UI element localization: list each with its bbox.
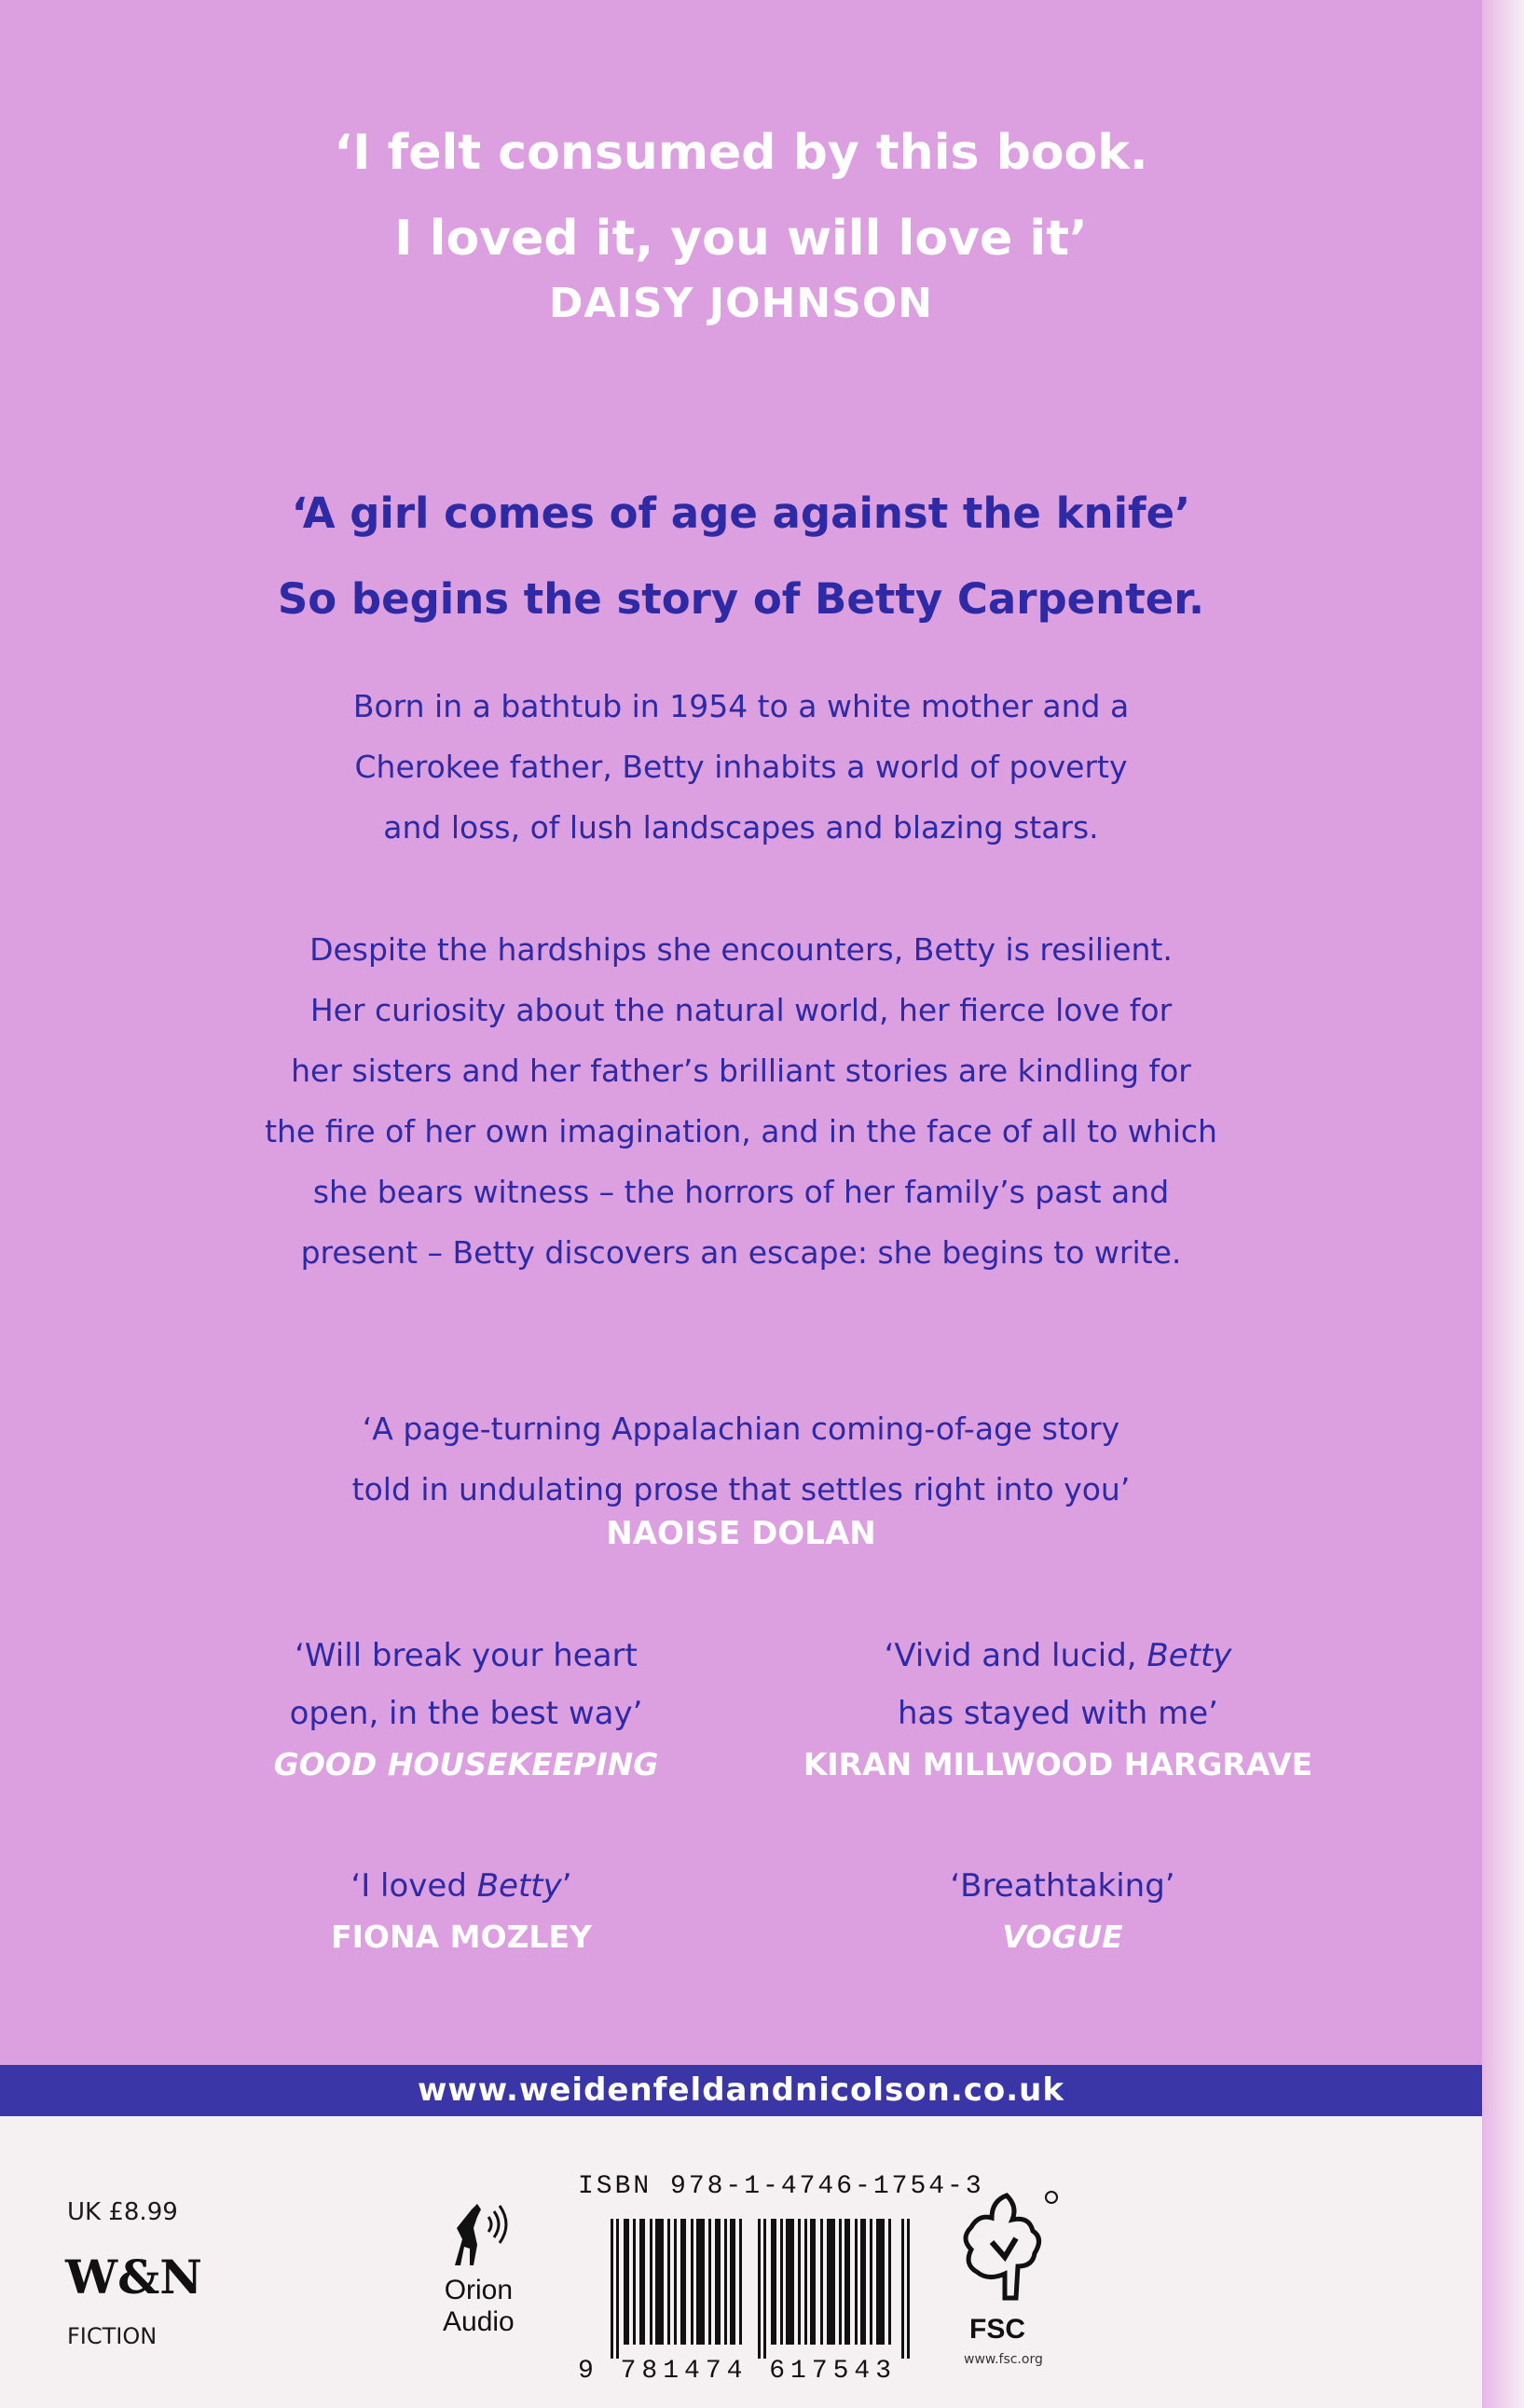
- quote-author: VOGUE: [1002, 1919, 1123, 1955]
- blurb-paragraph-2: [0, 919, 1482, 1283]
- bottom-strip: [0, 2116, 1482, 2408]
- blurb-line: present – Betty discovers an escape: she begins to write.: [300, 1234, 1182, 1271]
- quote-author: FIONA MOZLEY: [331, 1919, 592, 1955]
- quote-line: ‘A page-turning Appalachian coming-of-age story: [362, 1410, 1120, 1447]
- orion-line: Audio: [443, 2306, 515, 2337]
- quote-line: has stayed with me’: [897, 1695, 1218, 1732]
- blurb-line: and loss, of lush landscapes and blazing stars.: [383, 809, 1099, 846]
- publisher-website[interactable]: www.weidenfeldandnicolson.co.uk: [417, 2071, 1065, 2109]
- hook-text: [0, 471, 1482, 642]
- top-quote-line: ‘I felt consumed by this book.: [334, 125, 1148, 181]
- blurb-line: Her curiosity about the natural world, her fierce love for: [309, 992, 1173, 1028]
- hook-line: So begins the story of Betty Carpenter.: [277, 574, 1205, 624]
- quote-line: ‘Will break your heart: [295, 1637, 638, 1674]
- isbn-label: ISBN 978-1-4746-1754-3: [578, 2172, 984, 2201]
- dolan-author: NAOISE DOLAN: [606, 1515, 876, 1552]
- dolan-quote: [0, 1398, 1482, 1520]
- publisher-logo: W&N: [65, 2250, 202, 2305]
- quote-line: ‘Breathtaking’: [950, 1867, 1175, 1905]
- quote-title: Betty: [476, 1867, 562, 1905]
- orion-audio-label: [443, 2275, 515, 2338]
- quote-line: [256, 1857, 666, 1915]
- blurb-line: Born in a bathtub in 1954 to a white mother and a: [352, 688, 1130, 724]
- quote-author: GOOD HOUSEKEEPING: [273, 1746, 659, 1782]
- hargrave-quote: [774, 1627, 1342, 1782]
- vogue-quote: [867, 1857, 1258, 1955]
- category-label: FICTION: [67, 2323, 158, 2349]
- tree-icon: [951, 2186, 1063, 2307]
- orion-line: Orion: [444, 2275, 514, 2305]
- dog-audio-icon: [436, 2191, 529, 2275]
- website-band: [0, 2065, 1482, 2116]
- quote-title: Betty: [1146, 1637, 1232, 1674]
- quote-line: open, in the best way’: [289, 1695, 643, 1732]
- barcode-digits: 9 781474 617543: [578, 2357, 898, 2386]
- price: UK £8.99: [67, 2198, 178, 2226]
- blurb-line: the fire of her own imagination, and in the face of all to which: [265, 1113, 1217, 1149]
- hook-line: ‘A girl comes of age against the knife’: [291, 488, 1191, 538]
- fsc-url: www.fsc.org: [964, 2352, 1043, 2367]
- blurb-line: Cherokee father, Betty inhabits a world of poverty: [354, 749, 1128, 785]
- quote-text: ‘I loved: [350, 1867, 477, 1905]
- blurb-line: she bears witness – the horrors of her family’s past and: [312, 1174, 1170, 1210]
- blurb-paragraph-1: [0, 676, 1482, 858]
- quote-text: ’: [561, 1867, 572, 1905]
- quote-text: ‘Vivid and lucid,: [884, 1637, 1147, 1674]
- page-edge: [1482, 0, 1524, 2408]
- barcode: [611, 2219, 918, 2359]
- top-quote-author: DAISY JOHNSON: [548, 280, 934, 327]
- blurb-line: Despite the hardships she encounters, Betty is resilient.: [309, 931, 1173, 968]
- quote-author: KIRAN MILLWOOD HARGRAVE: [803, 1746, 1313, 1782]
- good-housekeeping-quote: [219, 1627, 713, 1782]
- quote-line: told in undulating prose that settles right into you’: [351, 1471, 1131, 1507]
- blurb-line: her sisters and her father’s brilliant stories are kindling for: [291, 1053, 1191, 1089]
- top-quote-line: I loved it, you will love it’: [394, 211, 1088, 267]
- mozley-quote: [256, 1857, 666, 1955]
- top-quote: [0, 110, 1482, 282]
- fsc-label: FSC: [969, 2314, 1025, 2345]
- quote-line: [774, 1627, 1342, 1685]
